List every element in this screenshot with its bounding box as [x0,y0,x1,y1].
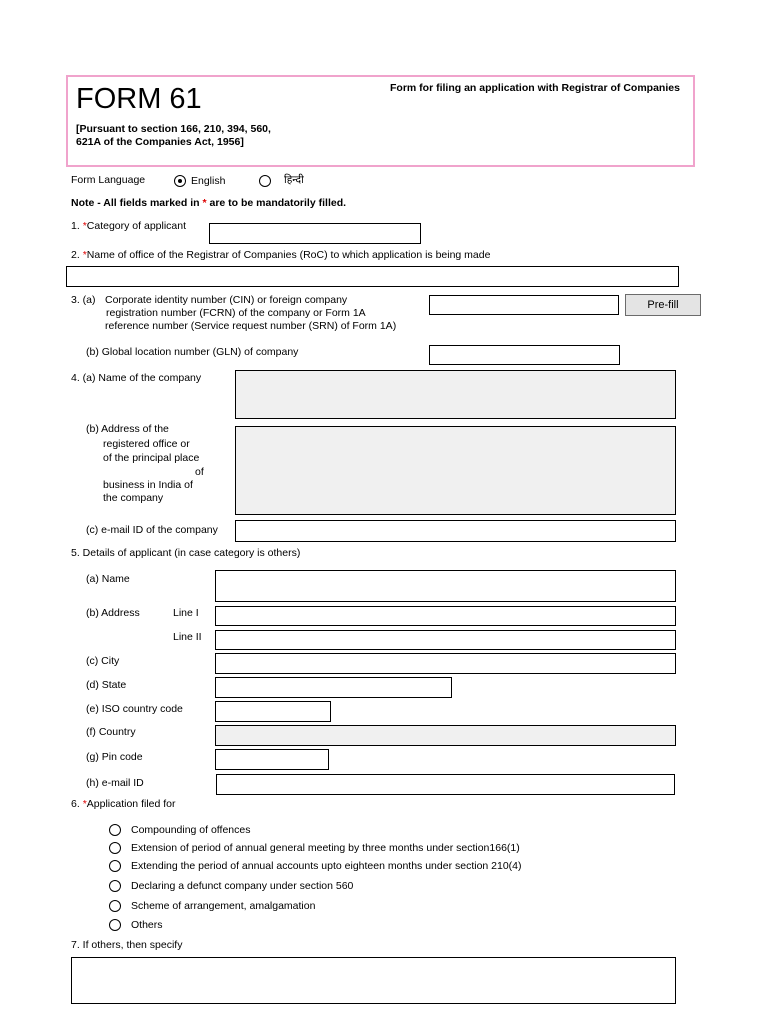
gln-label: (b) Global location number (GLN) of company [86,346,299,358]
others-specify-input[interactable] [71,957,676,1004]
gln-input[interactable] [429,345,620,365]
hindi-radio[interactable] [259,175,271,187]
application-filed-label: 6. *Application filed for [71,798,176,810]
address-label-line6: the company [103,492,164,504]
option-annual-accounts-radio[interactable] [109,860,121,872]
option-defunct-company-radio[interactable] [109,880,121,892]
cin-label: Corporate identity number (CIN) or foreign company registration number (FCRN) of the company or Form 1A reference number (Service request number (SRN) of Form 1A) [105,294,397,332]
category-label: 1. *Category of applicant [71,220,187,232]
hindi-option-label[interactable]: हिन्दी [284,174,304,186]
pursuant-note: [Pursuant to section 166, 210, 394, 560, 621A of the Companies Act, 1956] [76,123,271,148]
category-input[interactable] [209,223,421,244]
pin-code-input[interactable] [215,749,329,770]
option-compounding-label[interactable]: Compounding of offences [131,824,251,836]
address-line1-label: Line I [173,607,199,619]
address-label-line3: of the principal place [103,452,200,464]
mandatory-note: Note - All fields marked in * are to be mandatorily filled. [71,197,347,209]
state-input[interactable] [215,677,452,698]
state-label: (d) State [86,679,127,691]
address-line1-input[interactable] [215,606,676,626]
option-scheme-radio[interactable] [109,900,121,912]
company-email-input[interactable] [235,520,676,542]
form-description: Form for filing an application with Registrar of Companies [390,82,680,94]
applicant-email-label: (h) e-mail ID [86,777,144,789]
iso-code-input[interactable] [215,701,331,722]
company-name-input[interactable] [235,370,676,419]
city-input[interactable] [215,653,676,674]
applicant-details-title: 5. Details of applicant (in case category is others) [71,547,301,559]
form-header [66,75,695,167]
company-name-label: 4. (a) Name of the company [71,372,202,384]
applicant-address-label: (b) Address [86,607,140,619]
english-option-label[interactable]: English [191,175,226,187]
roc-input[interactable] [66,266,679,287]
address-label-line4: of [195,466,204,478]
applicant-email-input[interactable] [216,774,675,795]
others-specify-label: 7. If others, then specify [71,939,183,951]
address-line2-label: Line II [173,631,202,643]
roc-label: 2. *Name of office of the Registrar of Companies (RoC) to which application is being made [71,249,491,261]
english-radio[interactable] [174,175,186,187]
cin-input[interactable] [429,295,619,315]
prefill-button[interactable]: Pre-fill [625,294,701,316]
applicant-name-label: (a) Name [86,573,130,585]
address-label-line5: business in India of [103,479,193,491]
iso-code-label: (e) ISO country code [86,703,183,715]
city-label: (c) City [86,655,120,667]
address-label-line1: (b) Address of the [86,423,169,435]
registered-address-input[interactable] [235,426,676,515]
pin-code-label: (g) Pin code [86,751,143,763]
option-agm-extension-radio[interactable] [109,842,121,854]
cin-number: 3. (a) [71,294,96,306]
option-annual-accounts-label[interactable]: Extending the period of annual accounts upto eighteen months under section 210(4) [131,860,522,872]
form-title: FORM 61 [76,83,202,115]
applicant-name-input[interactable] [215,570,676,602]
option-agm-extension-label[interactable]: Extension of period of annual general meeting by three months under section166(1) [131,842,520,854]
option-others-label[interactable]: Others [131,919,163,931]
option-defunct-company-label[interactable]: Declaring a defunct company under section 560 [131,880,354,892]
language-label: Form Language [71,174,146,186]
country-input[interactable] [215,725,676,746]
option-compounding-radio[interactable] [109,824,121,836]
address-line2-input[interactable] [215,630,676,650]
company-email-label: (c) e-mail ID of the company [86,524,218,536]
country-label: (f) Country [86,726,136,738]
address-label-line2: registered office or [103,438,190,450]
option-others-radio[interactable] [109,919,121,931]
option-scheme-label[interactable]: Scheme of arrangement, amalgamation [131,900,316,912]
